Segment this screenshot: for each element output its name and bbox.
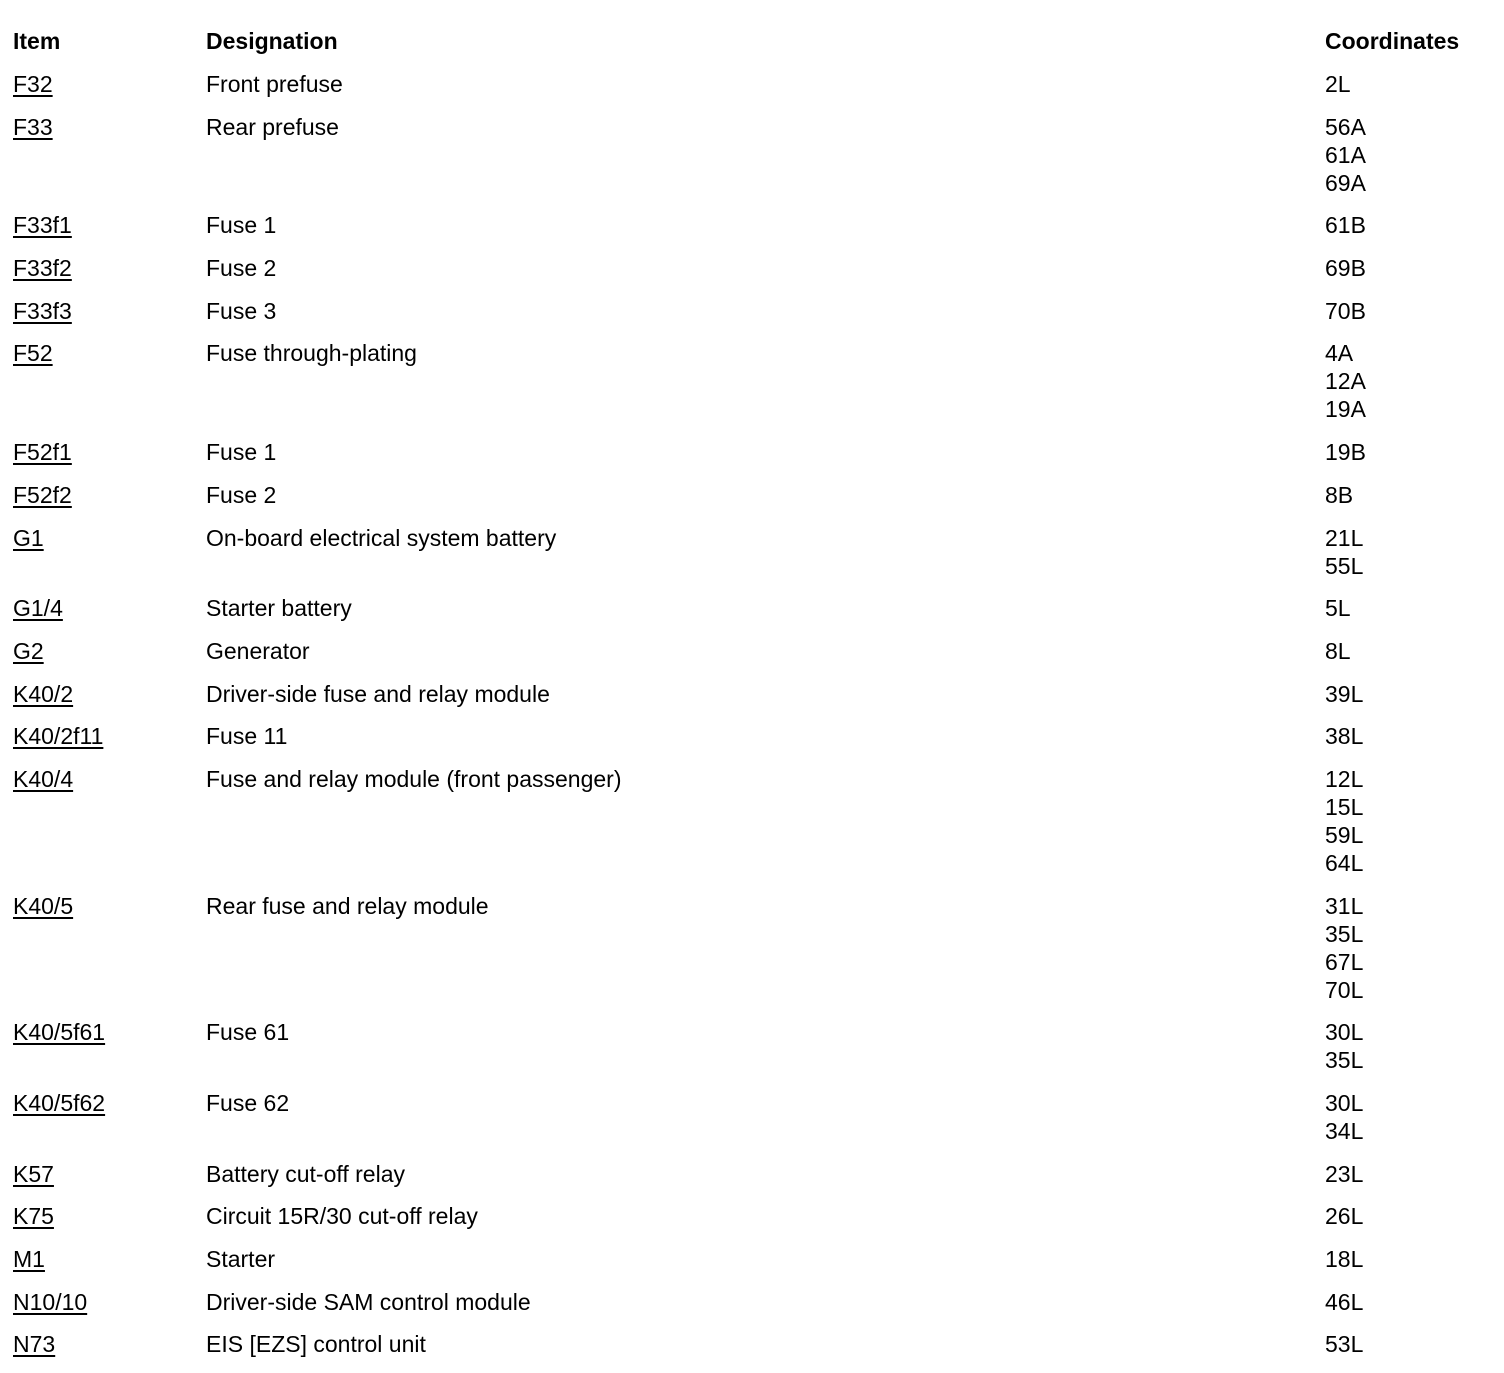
- table-row: [0, 1202, 1504, 1230]
- header-coordinates: Coordinates: [1325, 28, 1460, 54]
- designation-text: On-board electrical system battery: [206, 524, 557, 551]
- table-row: [0, 481, 1504, 509]
- item-link[interactable]: G1: [13, 524, 44, 551]
- table-body: [0, 70, 1504, 1373]
- coordinate-value: 61B: [1325, 212, 1366, 239]
- coordinate-value: 12A: [1325, 368, 1366, 395]
- coordinate-value: 61A: [1325, 141, 1366, 168]
- designation-text: Starter: [206, 1246, 276, 1273]
- table-row: [0, 254, 1504, 282]
- item-link[interactable]: G2: [13, 637, 44, 664]
- coordinate-value: 70B: [1325, 297, 1366, 324]
- table-row: [0, 70, 1504, 98]
- coordinate-value: 53L: [1325, 1331, 1364, 1358]
- coordinate-value: 30L: [1325, 1090, 1364, 1116]
- item-link[interactable]: F52f1: [13, 439, 72, 466]
- table-header-row: [0, 27, 1504, 55]
- designation-text: Rear fuse and relay module: [206, 892, 489, 919]
- table-row: [0, 892, 1504, 1004]
- coordinate-value: 2L: [1325, 71, 1351, 97]
- coordinates-cell: [1325, 1245, 1363, 1273]
- table-row: [0, 1089, 1504, 1145]
- item-link[interactable]: F33f3: [13, 297, 72, 324]
- coordinate-value: 19A: [1325, 396, 1366, 423]
- designation-text: Fuse 1: [206, 212, 277, 239]
- coordinate-value: 21L: [1325, 524, 1364, 551]
- coordinate-value: 5L: [1325, 595, 1351, 622]
- coordinates-cell: [1325, 680, 1363, 708]
- coordinate-value: 64L: [1325, 849, 1364, 876]
- coordinates-cell: [1325, 1288, 1363, 1316]
- designation-text: Fuse 61: [206, 1019, 290, 1046]
- coordinate-value: 46L: [1325, 1288, 1364, 1315]
- coordinate-value: 38L: [1325, 723, 1364, 750]
- item-link[interactable]: F52f2: [13, 481, 72, 508]
- table-row: [0, 339, 1504, 423]
- item-link[interactable]: N73: [13, 1331, 56, 1358]
- item-link[interactable]: F32: [13, 71, 53, 97]
- coordinate-value: 34L: [1325, 1118, 1364, 1144]
- table-row: [0, 1245, 1504, 1273]
- coordinates-cell: [1325, 892, 1363, 1004]
- coordinate-value: 19B: [1325, 439, 1366, 466]
- coordinate-value: 12L: [1325, 765, 1364, 792]
- designation-text: Driver-side SAM control module: [206, 1288, 531, 1315]
- coordinate-value: 69A: [1325, 169, 1366, 196]
- coordinate-value: 35L: [1325, 1047, 1364, 1074]
- coordinates-cell: [1325, 524, 1363, 580]
- table-row: [0, 1288, 1504, 1316]
- header-designation: Designation: [206, 28, 338, 54]
- coordinates-cell: [1325, 1089, 1363, 1145]
- item-link[interactable]: F33f2: [13, 255, 72, 282]
- item-link[interactable]: F33f1: [13, 212, 72, 239]
- table-row: [0, 1330, 1504, 1358]
- coordinate-value: 8B: [1325, 481, 1354, 508]
- item-link[interactable]: K57: [13, 1160, 54, 1187]
- table-row: [0, 297, 1504, 325]
- coordinates-cell: [1325, 765, 1363, 877]
- coordinate-value: 26L: [1325, 1203, 1364, 1230]
- coordinate-value: 59L: [1325, 821, 1364, 848]
- table-row: [0, 524, 1504, 580]
- coordinates-cell: [1325, 722, 1363, 750]
- coordinates-cell: [1325, 297, 1366, 325]
- table-row: [0, 765, 1504, 877]
- item-link[interactable]: K40/5f61: [13, 1019, 106, 1046]
- coordinates-cell: [1325, 594, 1351, 622]
- designation-text: Fuse 3: [206, 297, 277, 324]
- coordinate-value: 39L: [1325, 680, 1364, 707]
- coordinate-value: 15L: [1325, 793, 1364, 820]
- coordinate-value: 30L: [1325, 1019, 1364, 1046]
- coordinates-cell: [1325, 481, 1353, 509]
- item-link[interactable]: M1: [13, 1246, 45, 1273]
- item-link[interactable]: N10/10: [13, 1288, 88, 1315]
- header-item: Item: [13, 28, 61, 54]
- item-link[interactable]: K75: [13, 1203, 54, 1230]
- designation-text: Circuit 15R/30 cut-off relay: [206, 1203, 478, 1230]
- table-row: [0, 594, 1504, 622]
- designation-text: Generator: [206, 637, 310, 664]
- designation-text: EIS [EZS] control unit: [206, 1331, 426, 1358]
- coordinates-cell: [1325, 339, 1366, 423]
- coordinates-cell: [1325, 1202, 1363, 1230]
- coordinates-cell: [1325, 1160, 1363, 1188]
- coordinates-cell: [1325, 70, 1351, 98]
- designation-text: Front prefuse: [206, 71, 343, 97]
- designation-text: Fuse 11: [206, 723, 288, 750]
- designation-text: Fuse 62: [206, 1090, 290, 1116]
- coordinate-value: 56A: [1325, 113, 1366, 140]
- table-row: [0, 211, 1504, 239]
- coordinate-value: 69B: [1325, 255, 1366, 282]
- coordinate-value: 35L: [1325, 920, 1364, 947]
- coordinates-cell: [1325, 211, 1366, 239]
- item-link[interactable]: K40/5f62: [13, 1090, 106, 1116]
- coordinate-value: 18L: [1325, 1246, 1364, 1273]
- table-row: [0, 1160, 1504, 1188]
- designation-text: Fuse and relay module (front passenger): [206, 765, 622, 792]
- coordinate-value: 8L: [1325, 637, 1351, 664]
- coordinate-value: 23L: [1325, 1160, 1364, 1187]
- item-link[interactable]: K40/2: [13, 680, 74, 707]
- item-link[interactable]: G1/4: [13, 595, 63, 622]
- table-row: [0, 113, 1504, 197]
- designation-text: Rear prefuse: [206, 113, 339, 140]
- designation-text: Fuse 1: [206, 439, 277, 466]
- coordinate-value: 4A: [1325, 340, 1354, 367]
- designation-text: Fuse through-plating: [206, 340, 417, 367]
- coordinates-cell: [1325, 113, 1366, 197]
- coordinates-cell: [1325, 254, 1366, 282]
- item-link[interactable]: K40/4: [13, 765, 74, 792]
- coordinates-cell: [1325, 1018, 1363, 1074]
- coordinate-value: 55L: [1325, 552, 1364, 579]
- item-link[interactable]: F52: [13, 340, 53, 367]
- item-link[interactable]: K40/5: [13, 892, 74, 919]
- coordinate-value: 70L: [1325, 976, 1364, 1003]
- table-row: [0, 680, 1504, 708]
- table-row: [0, 1018, 1504, 1074]
- designation-text: Fuse 2: [206, 255, 277, 282]
- designation-text: Starter battery: [206, 595, 352, 622]
- table-row: [0, 438, 1504, 466]
- table-row: [0, 637, 1504, 665]
- coordinate-value: 67L: [1325, 948, 1364, 975]
- designation-text: Battery cut-off relay: [206, 1160, 405, 1187]
- item-link[interactable]: F33: [13, 113, 53, 140]
- coordinate-value: 31L: [1325, 892, 1364, 919]
- coordinates-cell: [1325, 438, 1366, 466]
- table-row: [0, 722, 1504, 750]
- designation-text: Driver-side fuse and relay module: [206, 680, 550, 707]
- coordinates-cell: [1325, 637, 1351, 665]
- coordinates-cell: [1325, 1330, 1363, 1358]
- designation-text: Fuse 2: [206, 481, 277, 508]
- item-link[interactable]: K40/2f11: [13, 723, 104, 750]
